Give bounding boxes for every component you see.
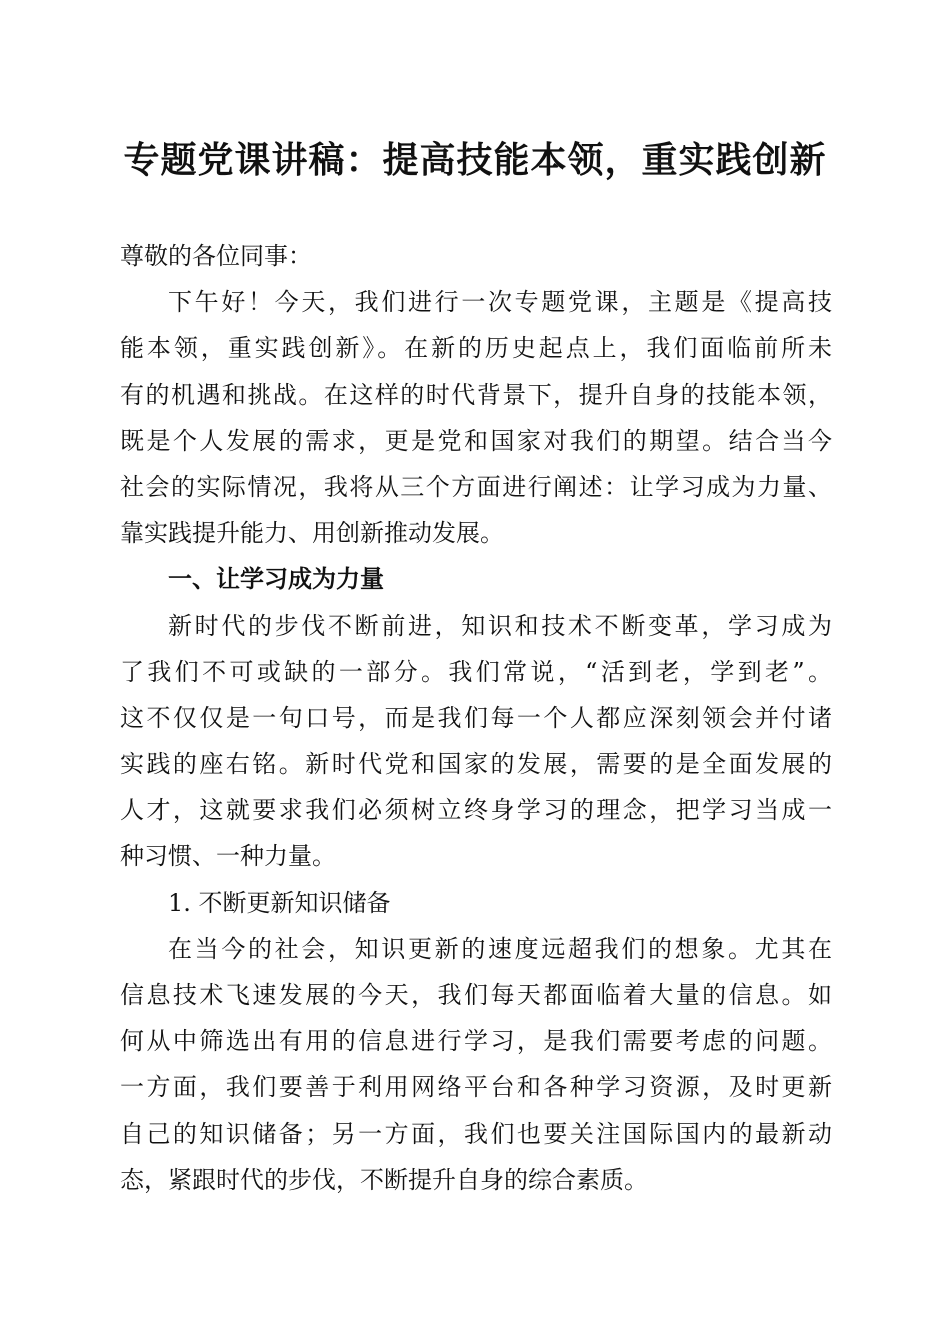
paragraph-line: 一方面，我们要善于利用网络平台和各种学习资源，及时更新 xyxy=(120,1073,832,1102)
paragraph-line: 了我们不可或缺的一部分。我们常说，“活到老，学到老”。 xyxy=(120,657,832,686)
paragraph-line: 靠实践提升能力、用创新推动发展。 xyxy=(120,519,504,548)
paragraph-line: 在当今的社会，知识更新的速度远超我们的想象。尤其在 xyxy=(168,934,832,963)
paragraph-line: 既是个人发展的需求，更是党和国家对我们的期望。结合当今 xyxy=(120,426,832,455)
subsection-heading: 1. 不断更新知识储备 xyxy=(168,888,391,917)
paragraph-line: 社会的实际情况，我将从三个方面进行阐述：让学习成为力量、 xyxy=(120,472,832,501)
paragraph-line: 能本领，重实践创新》。在新的历史起点上，我们面临前所未 xyxy=(120,334,832,363)
paragraph-line: 实践的座右铭。新时代党和国家的发展，需要的是全面发展的 xyxy=(120,750,832,779)
paragraph-line: 有的机遇和挑战。在这样的时代背景下，提升自身的技能本领， xyxy=(120,380,832,409)
paragraph-line: 下午好！今天，我们进行一次专题党课，主题是《提高技 xyxy=(168,288,832,317)
paragraph-line: 新时代的步伐不断前进，知识和技术不断变革，学习成为 xyxy=(168,611,832,640)
salutation-line: 尊敬的各位同事： xyxy=(120,242,312,270)
document-title: 专题党课讲稿：提高技能本领，重实践创新 xyxy=(123,139,827,181)
paragraph-line: 态，紧跟时代的步伐，不断提升自身的综合素质。 xyxy=(120,1165,648,1194)
paragraph-line: 何从中筛选出有用的信息进行学习，是我们需要考虑的问题。 xyxy=(120,1027,832,1056)
paragraph-line: 自己的知识储备；另一方面，我们也要关注国际国内的最新动 xyxy=(120,1119,832,1148)
paragraph-line: 这不仅仅是一句口号，而是我们每一个人都应深刻领会并付诸 xyxy=(120,703,832,732)
document-body xyxy=(120,233,832,1203)
paragraph-line: 人才，这就要求我们必须树立终身学习的理念，把学习当成一 xyxy=(120,796,832,825)
paragraph-line: 种习惯、一种力量。 xyxy=(120,842,336,871)
paragraph-line: 信息技术飞速发展的今天，我们每天都面临着大量的信息。如 xyxy=(120,981,832,1009)
section-heading: 一、让学习成为力量 xyxy=(168,565,384,594)
